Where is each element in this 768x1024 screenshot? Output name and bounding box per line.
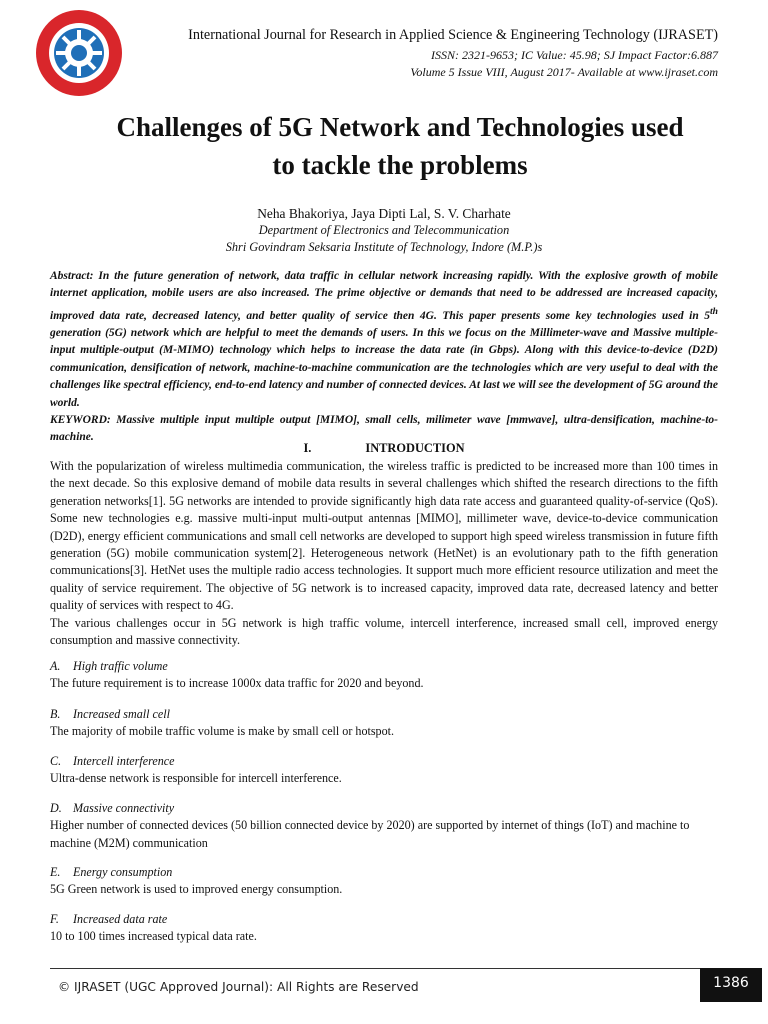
subsection-d xyxy=(50,800,718,852)
journal-logo xyxy=(34,8,124,98)
section-title: INTRODUCTION xyxy=(365,441,465,455)
journal-name: International Journal for Research in Applied Science & Engineering Technology (IJRASET) xyxy=(188,27,718,43)
subsection-heading xyxy=(50,864,718,881)
subsection-text: Ultra-dense network is responsible for intercell interference. xyxy=(50,771,342,786)
subsection-f xyxy=(50,911,718,946)
footer-copyright: © IJRASET (UGC Approved Journal): All Rights are Reserved xyxy=(58,980,419,994)
subsection-letter: C. xyxy=(50,754,62,768)
subsection-heading xyxy=(50,800,718,817)
institute: Shri Govindram Seksaria Institute of Technology, Indore (M.P.)s xyxy=(225,240,543,254)
title-line-2: to tackle the problems xyxy=(272,150,528,180)
subsection-heading xyxy=(50,658,718,675)
subsection-text: 10 to 100 times increased typical data rate. xyxy=(50,929,257,944)
subsection-heading xyxy=(50,706,718,723)
subsection-heading xyxy=(50,753,718,770)
subsection-text: The future requirement is to increase 1000x data traffic for 2020 and beyond. xyxy=(50,676,424,691)
abstract-superscript: th xyxy=(710,305,718,317)
subsection-text: 5G Green network is used to improved energy consumption. xyxy=(50,882,343,897)
keywords: KEYWORD: Massive multiple input multiple output [MIMO], small cells, milimeter wave [mmwave], ultra-densification, machine-to-machine. xyxy=(50,414,718,444)
authors: Neha Bhakoriya, Jaya Dipti Lal, S. V. Charhate xyxy=(257,206,511,221)
abstract-text xyxy=(50,268,718,412)
subsection-letter: E. xyxy=(50,865,61,879)
abstract-part-1: Abstract: In the future generation of network, data traffic in cellular network increasing rapidly. With the explosive growth of mobile internet application, mobile users are also increased. The prime objective or demands that need to be addressed are increased capacity, improved data rate, decreased latency, and better quality of service then 4G. This paper presents some key technologies used in 5 xyxy=(50,270,718,322)
subsection-letter: B. xyxy=(50,707,61,721)
section-number: I. xyxy=(303,441,312,455)
subsection-letter: D. xyxy=(50,801,62,815)
subsection-c xyxy=(50,753,718,788)
subsection-title: High traffic volume xyxy=(73,659,168,673)
subsection-letter: A. xyxy=(50,659,61,673)
subsection-b xyxy=(50,706,718,741)
paper-title xyxy=(40,108,760,184)
volume-line: Volume 5 Issue VIII, August 2017- Available at www.ijraset.com xyxy=(410,65,718,79)
intro-paragraph-1: With the popularization of wireless multimedia communication, the wireless traffic is predicted to be increased more than 100 times in the next decade. So this explosive demand of mobile data results in several challenges which shifted the research directions to the fifth generation networks[1]. 5G networks are intended to provide significantly high data rate access and guaranteed quality-of-service (QoS). Some new technologies e.g. massive multi-input multi-output antennas [MIMO], millimeter wave, device-to-device communication (D2D), energy efficient communications and small cell networks are developed to support high speed wireless transmission in future fifth generation (5G) mobile communication system[2]. Heterogeneous network (HetNet) is an evolutionary path to the fifth generation communications[3]. HetNet uses the multiple radio access technologies. It support much more efficient resource utilization and meet the quality of service requirement. The objective of 5G network is to increased capacity, improved data rate, decreased latency and better quality of services with respect to 4G. xyxy=(50,459,718,613)
subsection-heading xyxy=(50,911,718,928)
subsection-title: Massive connectivity xyxy=(73,801,175,815)
subsection-text: Higher number of connected devices (50 billion connected device by 2020) are supported by internet of things (IoT) and machine to machine (M2M) communication xyxy=(50,818,690,850)
issn-line: ISSN: 2321-9653; IC Value: 45.98; SJ Impact Factor:6.887 xyxy=(431,48,718,62)
department: Department of Electronics and Telecommunication xyxy=(258,223,510,237)
subsection-e xyxy=(50,864,718,899)
subsection-letter: F. xyxy=(50,912,59,926)
abstract xyxy=(50,268,718,447)
subsection-title: Increased small cell xyxy=(73,707,170,721)
introduction-body xyxy=(50,458,718,649)
subsection-title: Energy consumption xyxy=(73,865,173,879)
page-number: 1386 xyxy=(700,968,762,1002)
intro-paragraph-2: The various challenges occur in 5G network is high traffic volume, intercell interference, increased small cell, improved energy consumption and massive connectivity. xyxy=(50,615,718,648)
section-heading-introduction xyxy=(0,441,768,456)
footer-divider xyxy=(50,968,700,969)
subsection-a xyxy=(50,658,718,693)
subsection-title: Intercell interference xyxy=(73,754,175,768)
abstract-part-2: generation (5G) network which are helpful to meet the demands of users. In this we focus on the Millimeter-wave and Massive multiple-input multiple-output (M-MIMO) technology which helps to increase the data rate (in Gbps). Along with this device-to-device (D2D) communication, densification of network, machine-to-machine communication are the technologies which are very useful to deal with the challenges like spectral efficiency, end-to-end latency and number of connected devices. At last we will see the development of 5G around the world. xyxy=(50,327,718,409)
title-line-1: Challenges of 5G Network and Technologies used xyxy=(116,112,684,142)
subsection-text: The majority of mobile traffic volume is make by small cell or hotspot. xyxy=(50,724,395,739)
subsection-title: Increased data rate xyxy=(73,912,168,926)
